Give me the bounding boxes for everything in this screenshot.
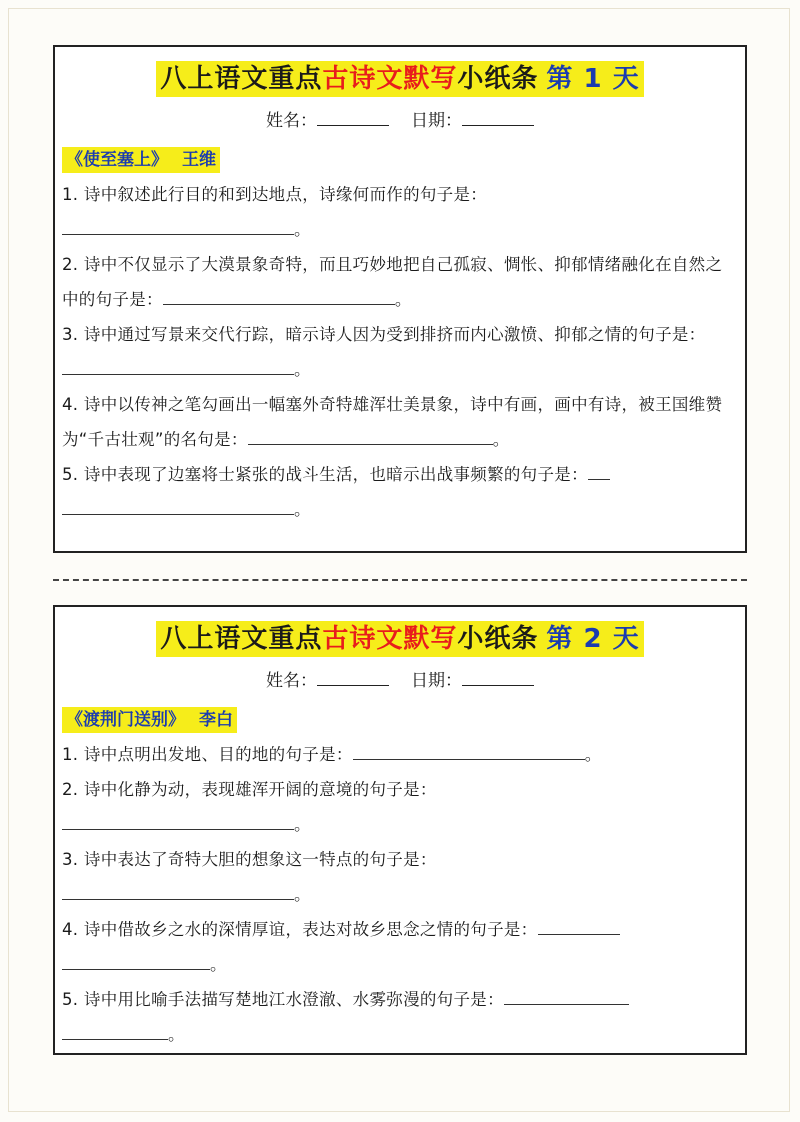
- question-text: 3. 诗中通过写景来交代行踪，暗示诗人因为受到排挤而内心激愤、抑郁之情的句子是：: [62, 325, 706, 344]
- note-card-day-1: [53, 45, 747, 553]
- note-card-day-2: [53, 605, 747, 1055]
- question-item: [62, 387, 735, 457]
- question-item: [62, 842, 735, 912]
- answer-line[interactable]: [62, 879, 294, 900]
- poem-title: 《使至塞上》: [66, 150, 168, 170]
- period-mark: 。: [210, 955, 227, 974]
- day-label: 第 2 天: [546, 624, 640, 654]
- card-title-row: [55, 61, 745, 97]
- question-text: 1. 诗中点明出发地、目的地的句子是：: [62, 745, 353, 764]
- period-mark: 。: [492, 430, 510, 449]
- question-item: [62, 317, 735, 387]
- period-mark: 。: [168, 1025, 185, 1044]
- question-text: 5. 诗中用比喻手法描写楚地江水澄澈、水雾弥漫的句子是：: [62, 990, 504, 1009]
- date-label: 日期：: [411, 671, 462, 691]
- answer-line[interactable]: [62, 949, 210, 970]
- answer-line[interactable]: [62, 214, 294, 235]
- date-field[interactable]: [462, 667, 534, 686]
- card-title: [156, 61, 643, 97]
- date-label: 日期：: [411, 111, 462, 131]
- name-label: 姓名：: [266, 671, 317, 691]
- question-text: 4. 诗中借故乡之水的深情厚谊，表达对故乡思念之情的句子是：: [62, 920, 538, 939]
- period-mark: 。: [294, 500, 311, 519]
- name-field[interactable]: [317, 667, 389, 686]
- answer-line[interactable]: [248, 424, 493, 445]
- title-text-2: 小纸条: [457, 624, 539, 654]
- question-item: [62, 737, 735, 772]
- question-text: 4. 诗中以传神之笔勾画出一幅塞外奇特雄浑壮美景象，诗中有画，画中有诗，被王国维赞为“千古壮观”的名句是：: [62, 395, 723, 449]
- period-mark: 。: [294, 220, 311, 239]
- answer-line[interactable]: [62, 354, 294, 375]
- poem-title: 《渡荆门送别》: [66, 710, 185, 730]
- question-text: 1. 诗中叙述此行目的和到达地点，诗缘何而作的句子是：: [62, 185, 488, 204]
- name-date-row: [55, 107, 745, 133]
- question-text: 2. 诗中化静为动，表现雄浑开阔的意境的句子是：: [62, 780, 437, 799]
- question-item: [62, 177, 735, 247]
- question-list: [62, 177, 735, 527]
- answer-line[interactable]: [588, 459, 610, 480]
- question-list: [62, 737, 735, 1052]
- poem-author: 李白: [199, 710, 233, 730]
- name-date-row: [55, 667, 745, 693]
- name-label: 姓名：: [266, 111, 317, 131]
- day-label: 第 1 天: [546, 64, 640, 94]
- period-mark: 。: [294, 360, 311, 379]
- period-mark: 。: [394, 290, 412, 309]
- question-text: 2. 诗中不仅显示了大漠景象奇特，而且巧妙地把自己孤寂、惆怅、抑郁情绪融化在自然之中的句子是：: [62, 255, 723, 309]
- question-item: [62, 457, 735, 527]
- title-highlight: 古诗文默写: [322, 64, 458, 94]
- question-text: 5. 诗中表现了边塞将士紧张的战斗生活，也暗示出战事频繁的句子是：: [62, 465, 588, 484]
- card-title-row: [55, 621, 745, 657]
- period-mark: 。: [584, 745, 602, 764]
- answer-line[interactable]: [504, 984, 629, 1005]
- answer-line[interactable]: [62, 1019, 168, 1040]
- title-text: 八上语文重点: [160, 64, 323, 94]
- question-item: [62, 912, 735, 982]
- period-mark: 。: [294, 885, 311, 904]
- cut-line-divider: [53, 579, 747, 581]
- title-highlight: 古诗文默写: [322, 624, 458, 654]
- answer-line[interactable]: [538, 914, 620, 935]
- title-text-2: 小纸条: [457, 64, 539, 94]
- answer-line[interactable]: [163, 284, 395, 305]
- name-field[interactable]: [317, 107, 389, 126]
- question-item: [62, 772, 735, 842]
- date-field[interactable]: [462, 107, 534, 126]
- answer-line[interactable]: [353, 739, 585, 760]
- poem-heading: [62, 147, 220, 173]
- poem-author: 王维: [182, 150, 216, 170]
- question-text: 3. 诗中表达了奇特大胆的想象这一特点的句子是：: [62, 850, 437, 869]
- question-item: [62, 247, 735, 317]
- question-item: [62, 982, 735, 1052]
- title-text: 八上语文重点: [160, 624, 323, 654]
- answer-line[interactable]: [62, 494, 294, 515]
- poem-heading: [62, 707, 237, 733]
- period-mark: 。: [294, 815, 311, 834]
- answer-line[interactable]: [62, 809, 294, 830]
- card-title: [156, 621, 643, 657]
